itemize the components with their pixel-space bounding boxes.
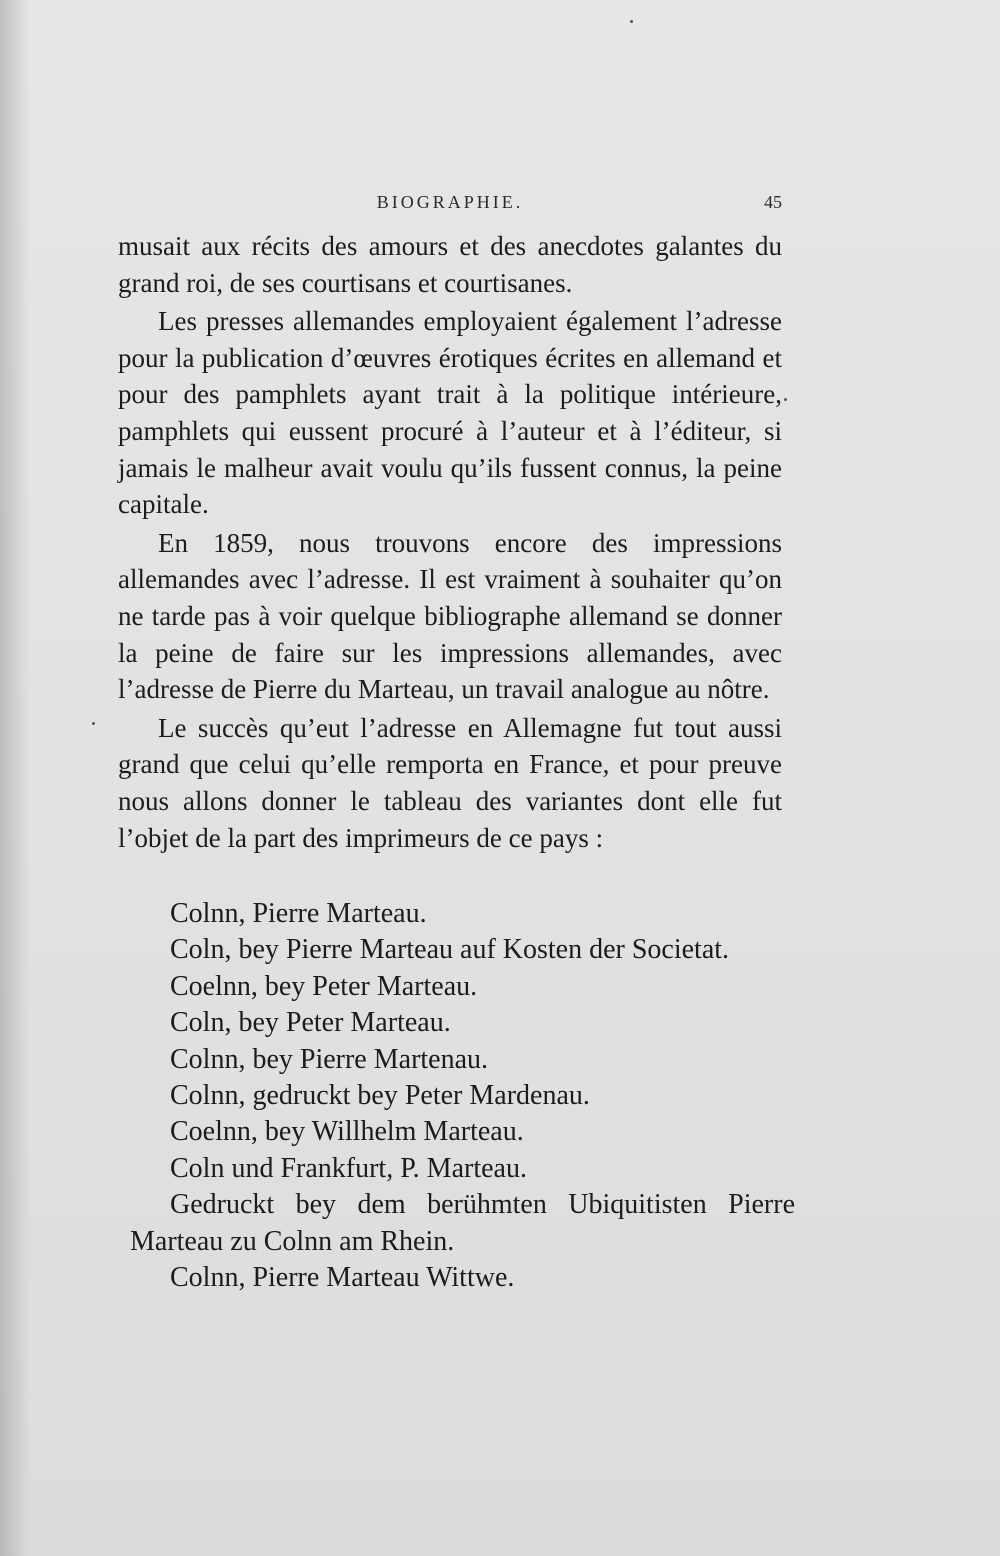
body-text [118, 228, 782, 858]
imprint-variant: Coln und Frankfurt, P. Marteau. [170, 1152, 527, 1184]
running-head: BIOGRAPHIE. [376, 192, 524, 212]
paper-speck [784, 398, 787, 401]
imprint-variant: Coln, bey Peter Marteau. [170, 1007, 451, 1039]
paper-speck [92, 722, 95, 725]
imprint-variant: Colnn, Pierre Marteau. [170, 898, 427, 929]
page-number: 45 [764, 192, 782, 212]
imprint-variant: Coelnn, bey Peter Marteau. [170, 970, 478, 1002]
imprint-variant: Colnn, bey Pierre Martenau. [170, 1043, 489, 1075]
page-gutter-shadow [0, 0, 30, 1556]
imprint-variant: Colnn, Pierre Marteau Wittwe. [170, 1262, 515, 1294]
imprint-variant: Coln, bey Pierre Marteau auf Kosten der Societat. [170, 934, 730, 966]
paper-speck [630, 20, 633, 23]
paragraph-1859: En 1859, nous trouvons encore des impressions allemandes avec l’adresse. Il est vraiment à souhaiter qu’on ne tarde pas à voir quelque bibliographe allemand se donner la peine de faire sur les impressions allemandes, avec l’adresse de Pierre du Marteau, un travail analogue au nôtre. [118, 527, 782, 705]
page-header [118, 188, 782, 218]
paragraph-variants-intro: Le succès qu’eut l’adresse en Allemagne fut tout aussi grand que celui qu’elle remporta en France, et pour preuve nous allons donner le tableau des variantes dont elle fut l’objet de la part des imprimeurs de ce pays : [118, 712, 782, 853]
paragraph-continuation: musait aux récits des amours et des anecdotes galantes du grand roi, de ses courtisans et courtisanes. [118, 231, 782, 298]
imprint-variant: Coelnn, bey Willhelm Marteau. [170, 1116, 524, 1148]
imprint-variant: Gedruckt bey dem berühmten Ubiquitisten Pierre Marteau zu Colnn am Rhein. [130, 1189, 795, 1257]
imprint-variant-list [130, 896, 795, 1296]
paragraph-german-presses: Les presses allemandes employaient également l’adresse pour la publication d’œuvres érotiques écrites en allemand et pour des pamphlets ayant trait à la politique intérieure, pamphlets qui eussent procuré à l’auteur et à l’éditeur, si jamais le malheur avait voulu qu’ils fussent connus, la peine capitale. [118, 306, 782, 520]
imprint-variant: Colnn, gedruckt bey Peter Mardenau. [170, 1080, 590, 1112]
